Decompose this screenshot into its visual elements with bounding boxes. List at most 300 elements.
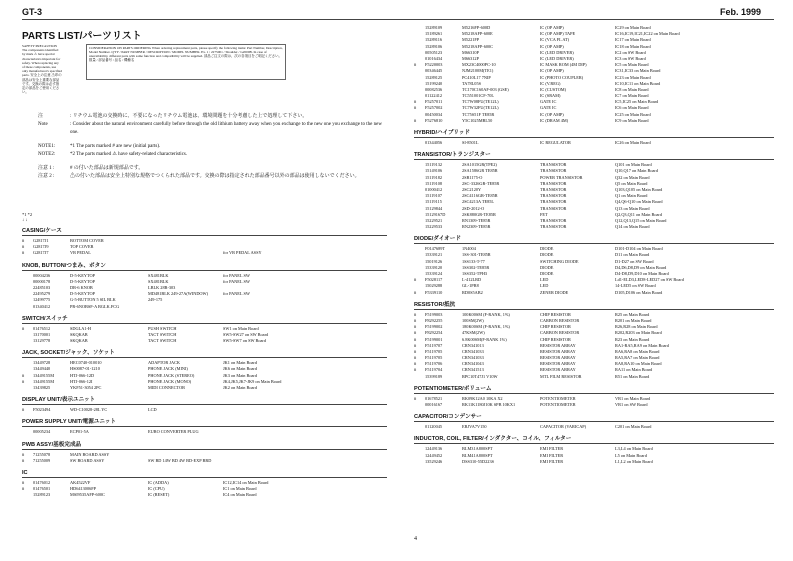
table-row	[414, 459, 774, 465]
cell-description: M66312P	[462, 55, 479, 61]
cell-description: BLM31A800SPT	[462, 446, 493, 452]
cell-description: YKF51-3054 2PC	[70, 385, 102, 390]
cell-part-type: IC (CUSTOM)	[540, 86, 567, 92]
note-line	[38, 143, 388, 151]
cell-part-type: CHIP RESISTOR	[540, 336, 571, 342]
cell-part-type: PUSH SWITCH	[148, 325, 177, 331]
table-row	[22, 338, 387, 344]
cell-part-number: 01476501	[33, 486, 51, 492]
cell-part-type: TRANSISTOR	[540, 205, 567, 211]
note-line	[38, 121, 388, 137]
cell-description: CRN341513	[462, 367, 484, 373]
cell-description: M5216FP-600D	[462, 25, 491, 30]
cell-new-mark: #	[414, 62, 417, 68]
cell-part-number: 15289116	[425, 37, 443, 43]
cell-new-mark	[22, 385, 33, 391]
cell-part-type: EMI FILTER	[540, 452, 564, 458]
table-row	[414, 402, 774, 408]
cell-description: RK11K1180J10K SPB 10KX1	[462, 402, 516, 407]
cell-new-mark	[414, 402, 425, 408]
cell-part-number: G2817J7	[33, 250, 49, 256]
cell-remarks: Q13 on Main Board	[615, 205, 650, 211]
cell-part-number: G2817J9	[33, 244, 49, 250]
note-text: ⚠の付いた部品は安全上特別な規格でつくられた部品です。交換の際は指定された部品番号以外の部品は使用しないでください。	[70, 174, 360, 179]
cell-part-number: F5119707	[425, 342, 443, 348]
cell-part-number: 12449136	[425, 446, 443, 452]
cell-remarks: IC23 on Main Board	[615, 74, 651, 80]
cell-remarks: R51 on Main Board	[615, 373, 650, 379]
cell-part-type: GATE IC	[540, 105, 557, 111]
cell-description: VR PEDAL	[70, 250, 91, 256]
cell-new-mark	[22, 429, 33, 435]
cell-remarks: D105,D106 on Main Board	[615, 289, 663, 295]
cell-new-mark: #	[22, 250, 25, 256]
cell-part-number: 01344056	[425, 140, 443, 145]
cell-description: PC410L17 7NIP	[462, 74, 491, 80]
cell-description: M5218AFP-600C	[462, 43, 494, 49]
cell-part-type: TRANSISTOR	[540, 168, 567, 174]
cell-description: TC7W08FU(TE12L)	[462, 99, 499, 105]
cell-part-type: ZENER DIODE	[540, 289, 569, 295]
cell-description: GL-1PR8	[462, 283, 479, 289]
cell-part-type: DIODE	[540, 264, 554, 270]
note-text: # の付いた部品は新規部品です。	[70, 166, 144, 171]
cell-part-number: F5257002	[425, 105, 443, 111]
cell-part-number: 13449728	[33, 360, 51, 366]
cell-remarks: IC16,IC19,IC21,IC22 on Main Board	[615, 31, 680, 37]
cell-part-type	[148, 304, 223, 310]
cell-new-mark: #	[414, 330, 417, 336]
cell-part-number: 00016167	[425, 402, 443, 407]
cell-description: 47KSM(2W)	[462, 330, 485, 336]
cell-description: WD-C10028-28L YC	[70, 407, 108, 413]
cell-remarks: Q5 on Main Board	[615, 180, 648, 186]
cell-part-number: 12499775	[33, 297, 51, 303]
cell-description: SKQKAB	[70, 338, 88, 344]
cell-new-mark: #	[414, 99, 417, 105]
cell-description: 100K00SM (F-RANK, 1%)	[462, 311, 510, 317]
cell-part-type: POWER TRANSISTOR	[540, 174, 583, 180]
parts-list-left-column	[22, 222, 387, 499]
cell-new-mark: #	[414, 361, 417, 367]
cell-remarks: IC2 on SW Board	[615, 49, 646, 55]
cell-remarks: RA8,RA10 on Main Board	[615, 361, 662, 367]
cell-part-type: TRANSISTOR	[540, 162, 567, 168]
cell-part-number: 15119115	[425, 199, 442, 205]
cell-description: 1SS352-TPH3	[462, 271, 488, 276]
cell-remarks: 14-LED5 on SW Board	[615, 283, 656, 289]
table-row	[22, 458, 387, 464]
cell-description: D-5-KEYTOP	[70, 278, 95, 284]
cell-part-type: EURO CONVERTER PLUG	[148, 429, 199, 435]
cell-remarks: SW5-SW27 on SW Board	[223, 331, 269, 337]
column-marks-line1: *1 *2	[22, 212, 33, 217]
cell-part-type: TRANSISTOR	[540, 180, 567, 186]
cell-new-mark: #	[414, 317, 417, 323]
note-line	[38, 173, 388, 181]
cell-remarks: for PANEL SW	[223, 278, 250, 284]
cell-new-mark: #	[22, 407, 25, 413]
cell-part-type	[148, 250, 223, 256]
cell-part-number: 15289106	[425, 43, 443, 49]
table-row	[414, 374, 774, 380]
cell-part-type: SWITCHING DIODE	[540, 258, 579, 264]
cell-remarks: Q101 on Main Board	[615, 162, 652, 168]
cell-remarks: R202,R203 on Main Board	[615, 330, 662, 336]
cell-part-number: 13529246	[425, 458, 443, 464]
cell-part-type: MIDI CONNECTOR	[148, 385, 186, 390]
cell-new-mark	[22, 338, 33, 344]
cell-part-type: SX481BLK	[148, 278, 169, 284]
cell-remarks: IC29 on Main Board	[615, 25, 651, 30]
cell-part-type: TACT SWITCH	[148, 331, 177, 337]
cell-part-number: 15189261	[425, 31, 443, 37]
note-text: *1 The parts marked # are new (initial parts).	[70, 144, 161, 149]
cell-description: MSI9535AFP-600C	[70, 492, 105, 498]
cell-remarks: SW5-SW7 on SW Board	[223, 338, 267, 344]
cell-description: DR-6 KNOB	[70, 284, 93, 290]
parts-list-right-column	[414, 25, 774, 465]
cell-description: SW BOARD ASSY	[70, 457, 105, 463]
section-heading: RESISTOR/抵抗	[414, 302, 774, 310]
cell-part-number: 01000412	[425, 186, 443, 192]
cell-new-mark: #	[414, 348, 417, 354]
cell-new-mark: #	[22, 244, 25, 250]
cell-description: TOP COVER	[70, 244, 94, 250]
cell-part-number: F5199003	[425, 311, 443, 317]
table-row	[414, 118, 774, 124]
section-heading: SWITCH/スイッチ	[22, 316, 387, 324]
cell-new-mark: #	[22, 378, 25, 384]
cell-part-number: F0147689T	[425, 246, 446, 252]
cell-part-number: 15339121	[425, 252, 443, 258]
cell-remarks: IC12,IC14 on Main Board	[223, 479, 269, 485]
note-key: NOTE1:	[38, 144, 56, 149]
cell-part-number: 13449155M	[33, 378, 55, 384]
cell-description: NJM2100M(TE1)	[462, 68, 494, 74]
cell-part-type: CARBON RESISTOR	[540, 317, 580, 323]
cell-description: 1SS302-TE85R	[462, 264, 490, 270]
cell-part-type: LCD	[148, 407, 157, 413]
section-heading: KNOB, BUTTON/つまみ、ボタン	[22, 263, 387, 271]
cell-part-number: 01340412	[33, 303, 51, 309]
cell-part-type: IC (LED DRIVER)	[540, 55, 574, 61]
table-row	[22, 385, 387, 391]
cell-part-type: IC REGULATOR	[540, 140, 571, 145]
cell-description: SDGLA1-H	[70, 325, 92, 331]
cell-description: HTJ-066-12I	[70, 378, 93, 384]
cell-part-number: 13129778	[33, 338, 51, 344]
cell-part-number: 01122412	[425, 93, 443, 99]
cell-part-type: IC (LED DRIVER)	[540, 49, 574, 55]
cell-part-number: 00005234	[33, 429, 51, 435]
cell-part-number: 13439825	[33, 385, 51, 390]
table-row	[414, 290, 774, 296]
cell-part-type: EMI FILTER	[540, 446, 564, 452]
note-text: : リチウム電池の交換時に、不要になったリチウム電池は、環境問題を十分考慮した上で処理して下さい。	[70, 114, 308, 119]
cell-description: DSS310-55D223S	[462, 458, 494, 464]
cell-part-number: F5119705	[425, 355, 443, 361]
cell-part-number: 01678521	[425, 395, 443, 401]
cell-new-mark: #	[414, 395, 417, 401]
cell-part-type: IC (OP AMP)	[540, 43, 564, 49]
cell-description: 2SD-2012-O	[462, 205, 485, 211]
cell-new-mark: #	[22, 486, 25, 492]
cell-part-type: IC (OP AMP)	[540, 25, 564, 30]
cell-part-number: 15029288	[425, 283, 443, 289]
cell-description: RD0S5AB2	[462, 289, 483, 295]
cell-description: TA78L05S	[462, 80, 481, 86]
cell-part-number: 13170001	[33, 331, 51, 337]
cell-description: 100SM(2W)	[462, 317, 484, 323]
cell-description: G-5-BUTTON 5 SIL BLK	[70, 297, 116, 303]
cell-remarks: IC25 on Main Board	[615, 111, 651, 117]
cell-remarks: Q2,Q3,Q11 on Main Board	[615, 211, 662, 217]
table-row	[22, 407, 387, 413]
cell-remarks: L5 on Main Board	[615, 452, 647, 458]
cell-part-number: F8292255	[425, 317, 443, 323]
cell-part-type: LED	[540, 283, 549, 289]
cell-remarks: VR1 on SW Board	[615, 402, 648, 407]
cell-remarks: L3,L4 on Main Board	[615, 446, 653, 452]
cell-description: RK09K12A0 10KA X2	[462, 395, 503, 401]
cell-description: CRN341013	[462, 342, 484, 348]
cell-description: 1SS-301-TE85R	[462, 252, 491, 258]
cell-remarks: IC9 on Main Board	[615, 117, 649, 123]
cell-part-number: 15289123	[33, 492, 51, 498]
cell-part-type: IC (DRAM 4M)	[540, 117, 569, 123]
cell-remarks: IC5,IC25 on Main Board	[615, 99, 659, 105]
cell-part-type: FET	[540, 211, 548, 217]
cell-new-mark: #	[22, 372, 25, 378]
cell-part-type: EMI FILTER	[540, 458, 564, 464]
cell-part-type: DIODE	[540, 271, 554, 276]
cell-description: CRN341043	[462, 361, 484, 367]
cell-part-number: F5119705	[425, 348, 443, 354]
cell-remarks: JK4,JK5,JK7-JK9 on Main Board	[223, 378, 282, 384]
section-heading: HYBRID/ハイブリッド	[414, 130, 774, 138]
cell-remarks: RA11 on Main Board	[615, 367, 653, 373]
cell-part-type: TRANSISTOR	[540, 186, 567, 192]
cell-description: 2SC4213A TE85L	[462, 199, 495, 205]
cell-part-number: 15339120	[425, 264, 443, 270]
cell-description: SKQKAB	[70, 331, 88, 337]
cell-new-mark: #	[414, 367, 417, 373]
table-row	[414, 140, 774, 146]
cell-new-mark: #	[22, 451, 25, 457]
cell-part-type: IC (CPU)	[148, 486, 165, 492]
section-heading: IC	[22, 470, 387, 478]
page-number: 4	[414, 536, 417, 542]
note-key: 注	[38, 114, 44, 119]
note-key: 注意 2 :	[38, 174, 55, 179]
cell-description: 2SC2120Y	[462, 186, 482, 192]
cell-part-type: TRANSISTOR	[540, 193, 567, 199]
cell-part-number: 15119108	[425, 180, 443, 186]
cell-remarks: Q1 on Main Board	[615, 193, 648, 199]
cell-remarks: RA1-RA5,RA9 on Main Board	[615, 342, 669, 348]
cell-description: MX23C4000PC-10	[462, 62, 496, 68]
table-row	[22, 250, 387, 256]
cell-part-number: 01476012	[33, 479, 51, 485]
cell-remarks: VR1 on Main Board	[615, 395, 651, 401]
model-name: GT-3	[22, 7, 43, 17]
cell-part-number: F5339110	[425, 289, 443, 295]
cell-part-type: DIODE	[540, 246, 554, 252]
cell-description: 1SS133-T-77	[462, 258, 485, 264]
cell-new-mark: #	[22, 325, 25, 331]
cell-part-type: MTL FILM RESISTOR	[540, 373, 582, 379]
cell-part-number: 01476512	[33, 325, 51, 331]
cell-description: TC170C160AF-003 (GSE)	[462, 86, 509, 92]
cell-remarks: Q32 on Main Board	[615, 174, 650, 180]
cell-part-number: 00082536	[425, 86, 443, 92]
cell-remarks: Q103,Q105 on Main Board	[615, 186, 663, 192]
cell-part-number: 00346445	[425, 68, 443, 74]
cell-part-type: GATE IC	[540, 99, 557, 105]
cell-part-number: 00004236	[33, 272, 51, 278]
cell-part-number: 15199240	[425, 80, 443, 86]
cell-remarks: D4,D6,D8,D9 on Main Board	[615, 264, 667, 270]
cell-part-number: 71255078	[33, 451, 51, 457]
cell-new-mark: #	[22, 457, 25, 463]
cell-description: HS0087-01-1210	[70, 366, 100, 372]
cell-remarks: for PANEL SW	[223, 291, 250, 297]
cell-new-mark: #	[414, 336, 417, 342]
cell-part-number: 15229521	[425, 217, 443, 223]
cell-new-mark: #	[414, 342, 417, 348]
cell-new-mark: #	[414, 289, 417, 295]
cell-part-number: 15289125	[425, 74, 443, 80]
cell-remarks: IC10,IC11 on Main Board	[615, 80, 661, 86]
cell-part-type: 249-175	[148, 297, 163, 303]
cell-part-type: TRANSISTOR	[540, 199, 567, 205]
section-heading: INDUCTOR, COIL, FILTER/インダクター、コイル、フィルター	[414, 436, 774, 444]
cell-part-number: G2817J1	[33, 238, 49, 243]
cell-remarks: IC5 on Main Board	[615, 62, 649, 68]
section-heading: CAPACITOR/コンデンサー	[414, 414, 774, 422]
cell-remarks: RA5,RA7 on Main Board	[615, 355, 660, 361]
cell-remarks: Q4,Q6-Q10 on Main Board	[615, 199, 663, 205]
cell-part-number: 15129167D	[425, 211, 446, 217]
safety-precaution-box: SAFETY PRECAUTION The components identified by mark ⚠ have special characteristics important for safety. When replacing any of these components, use only manufacturer's specified parts. 安全上の注意 ⚠印の部品は安全上重要な部品です。交換の際は必ず指定の部品をご使用ください。	[22, 44, 62, 95]
cell-description: M5218AFP-600E	[462, 31, 493, 37]
cell-part-number: 15119132	[425, 162, 443, 168]
ordering-consideration-box: CONSIDERATION ON PARTS ORDERING When ordering replacement parts, please specify the following items: Part Number, Description, Model Number. Q'TY / PART NUMBER / DESCRIPTION / MODEL NUMBER. Ex. 1 / 2275001 / Shoulder / G2000B. In case of unavailability, different parts with same function and compatibility will be supplied. 部品ご注文の際は、次の各項目をご明記ください。数量 / 部品番号 / 品名 / 機種名	[86, 44, 286, 80]
cell-new-mark	[22, 492, 33, 498]
cell-new-mark	[414, 140, 425, 146]
cell-part-number: F5199001	[425, 336, 443, 342]
section-heading: CASING/ケース	[22, 228, 387, 236]
note-text: *2 The parts marked ⚠ have safety-related characteristics.	[70, 152, 188, 157]
cell-part-type: CHIP RESISTOR	[540, 311, 571, 317]
note-text: : Consider about the natural environment carefully before through the old lithium battery away when you exchange to the new one you exchange to the new one.	[70, 122, 382, 135]
cell-remarks: IC6 on Main Board	[615, 105, 649, 111]
cell-part-type: TACT SWITCH	[148, 338, 177, 344]
cell-remarks: R25 on Main Board	[615, 311, 650, 317]
cell-description: L-412LRD	[462, 277, 482, 283]
cell-part-type: IC (OP AMP) TAPE	[540, 31, 576, 37]
cell-part-type: POTENTIOMETER	[540, 402, 576, 407]
cell-part-number: 15149106	[425, 168, 443, 174]
cell-new-mark	[414, 224, 425, 230]
cell-new-mark: #	[414, 105, 417, 111]
cell-part-type: IC (RESET)	[148, 492, 170, 498]
cell-description: 6.8K00SM(F-RANK 1%)	[462, 336, 507, 342]
cell-remarks: IC3 on SW Board	[615, 55, 646, 61]
cell-part-type: SW BD 14W BD 4W BD-EXP BRD	[148, 457, 212, 463]
cell-description: TC7W32FU(TE12L)	[462, 105, 499, 111]
note-key: NOTE2:	[38, 152, 56, 157]
cell-part-number: 13449440	[33, 366, 51, 372]
cell-part-number: 15119182	[425, 174, 443, 180]
cell-description: 1N4004	[462, 246, 476, 252]
section-heading: DIODE/ダイオード	[414, 236, 774, 244]
cell-description: SI-8501L	[462, 140, 479, 145]
cell-part-type: CARBON RESISTOR	[540, 330, 580, 336]
cell-remarks: IC31,IC33 on Main Board	[615, 68, 661, 74]
cell-remarks: D11 on Main Board	[615, 252, 650, 258]
cell-part-number: 00450034	[425, 111, 443, 117]
cell-part-number: 15119107	[425, 193, 443, 199]
cell-part-type: TRANSISTOR	[540, 217, 567, 223]
cell-remarks: Q12,Q13,Q15 on Main Board	[615, 217, 667, 223]
cell-part-type: IC (VCA FL AT)	[540, 37, 570, 43]
note-key: 注意 1 :	[38, 166, 55, 171]
cell-remarks: C201 on Main Board	[615, 424, 652, 430]
cell-description: 2SC-3326GR-TE85R	[462, 180, 500, 186]
cell-remarks: Ld1-ELD3,LED8-LED27 on SW Board	[615, 277, 684, 283]
cell-description: 2SA1015GR(TPE2)	[462, 162, 497, 168]
cell-new-mark: #	[414, 355, 417, 361]
cell-remarks	[223, 407, 387, 413]
cell-description: HTJ-066-12D	[70, 372, 95, 378]
section-heading: PWB ASSY/基板完成品	[22, 442, 387, 450]
section-heading: DISPLAY UNIT/表示ユニット	[22, 397, 387, 405]
header-rule	[22, 19, 774, 20]
cell-remarks: IC7 on Main Board	[615, 93, 649, 99]
section-heading: TRANSISTOR/トランジスター	[414, 152, 774, 160]
cell-description: D-5-KEYTOP	[70, 272, 95, 278]
cell-remarks: R23 on Main Board	[615, 336, 650, 342]
cell-description: PR-6NOBSF-A BGLK.FCG	[70, 303, 120, 309]
cell-part-type: PHONE JACK (MINI)	[148, 366, 188, 372]
cell-part-number: F5023494	[33, 407, 51, 413]
cell-description: M5221FP	[462, 37, 480, 43]
cell-part-number: F5257011	[425, 99, 443, 105]
cell-part-number: F8292254	[425, 330, 443, 336]
cell-part-type: POTENTIOMETER	[540, 395, 576, 401]
cell-part-type: LED	[540, 277, 549, 283]
cell-description: 180K00SM (F-RANK, 1%)	[462, 324, 510, 330]
cell-description: 2SC4116GR-TE85R	[462, 193, 498, 199]
section-heading: POTENTIOMETER/ボリューム	[414, 386, 774, 394]
cell-new-mark: #	[414, 277, 417, 283]
section-heading: JACK, SOCKET/ジャック、ソケット	[22, 350, 387, 358]
cell-description: RN2309-TE85R	[462, 224, 491, 230]
cell-part-number: F5119704	[425, 367, 443, 373]
cell-part-type: SX481BLK	[148, 272, 169, 278]
cell-description: CRN341033	[462, 348, 484, 354]
cell-description: CRN341033	[462, 355, 484, 361]
cell-remarks: L1,L2 on Main Board	[615, 458, 653, 464]
cell-part-type: IC (OP AMP)	[540, 68, 564, 74]
cell-description: RN1309-TE85R	[462, 217, 491, 223]
cell-part-number: 15289109	[425, 25, 443, 30]
cell-part-number: 15399189	[425, 373, 443, 379]
cell-part-number: 15129844	[425, 205, 443, 211]
cell-part-type: LBLK 28R-303	[148, 284, 176, 290]
